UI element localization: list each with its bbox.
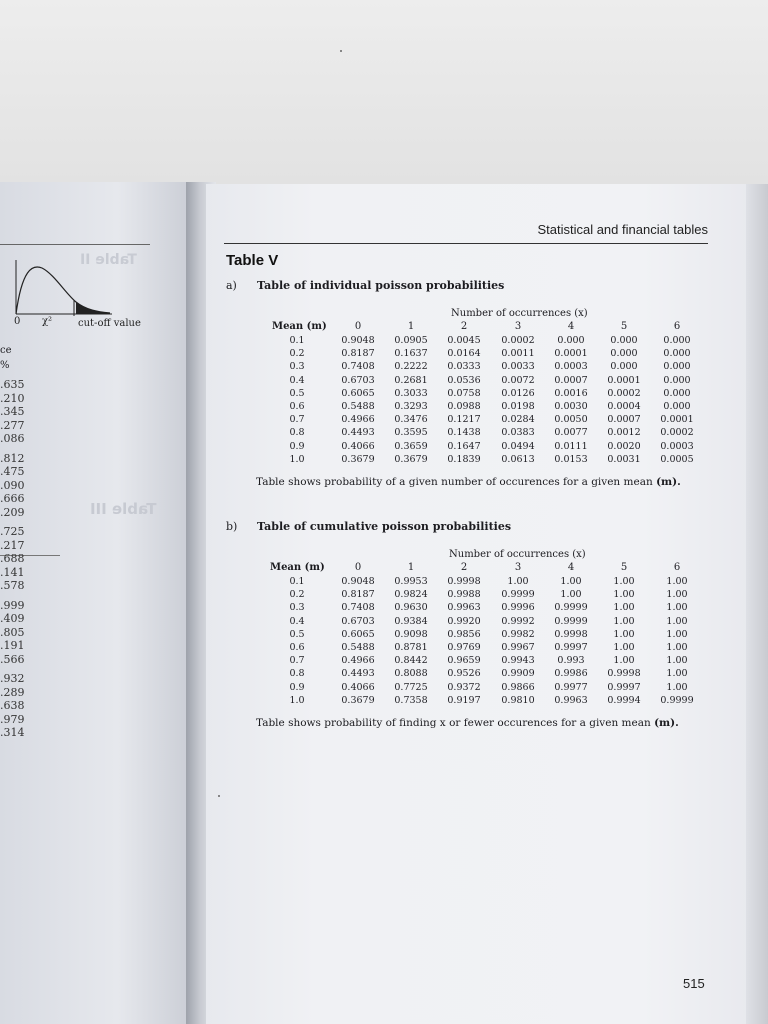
table-cell: 0.0002 [607,387,641,399]
table-cell: 0.9997 [607,681,641,693]
table-cell: 0.0045 [447,335,481,346]
table-cell: 0.9994 [607,694,641,706]
edge-number: .725 [0,525,25,538]
table-cell: 0.9999 [501,589,535,601]
header-rule [224,243,708,244]
table-cell: 0.0613 [501,453,535,465]
table-cell: 0.9769 [447,642,481,653]
table-cell: 0.9998 [607,668,641,680]
table-cell: 0.0016 [554,387,588,399]
background [0,0,768,186]
table-cell: 0.0031 [607,453,641,465]
table-cell: 0.2681 [394,374,428,386]
table-cell: 1.00 [666,615,688,627]
edge-number: .979 [0,712,25,726]
table-cell: 0.9988 [447,589,481,601]
mean-cell: 0.6 [289,642,305,653]
bleed-through-heading: Table III [90,500,157,518]
column-header: 3 [514,321,522,332]
left-page [0,182,196,1024]
section-a-mean-header: Mean (m) [272,321,327,332]
section-a-title: Table of individual poisson probabilities [257,279,505,292]
table-cell: 0.1217 [447,414,481,426]
table-cell: 0.0002 [660,427,694,439]
edge-number: .289 [0,685,25,699]
mean-cell: 1.0 [289,453,305,465]
mean-cell: 0.3 [289,361,305,373]
mean-cell: 0.8 [289,668,305,680]
edge-number: .666 [0,492,25,505]
page-number: 515 [683,976,705,991]
column-header: 0 [354,562,362,573]
table-cell: 0.9992 [501,615,535,627]
table-cell: 0.9526 [447,668,481,680]
table-cell: 0.0988 [447,401,481,412]
mean-cell: 0.4 [289,374,305,386]
table-cell: 0.9098 [394,628,428,640]
table-cell: 0.9998 [447,576,481,587]
table-cell: 0.3476 [394,414,428,426]
table-cell: 0.9982 [501,628,535,640]
table-cell: 0.0198 [501,401,535,412]
table-cell: 0.7358 [394,694,428,706]
table-cell: 0.000 [610,361,638,373]
table-cell: 0.6703 [341,374,375,386]
column-header: 4 [567,562,575,573]
table-cell: 1.00 [507,576,529,587]
edge-number: .688 [0,552,25,565]
table-cell: 0.9048 [341,335,375,346]
table-cell: 1.00 [613,642,635,653]
table-cell: 0.0012 [607,427,641,439]
column-header: 2 [460,321,468,332]
column-header: 6 [673,321,681,332]
table-cell: 0.0333 [447,361,481,373]
table-cell: 0.0905 [394,335,428,346]
table-cell: 0.9999 [554,615,588,627]
table-cell: 1.00 [666,602,688,614]
table-cell: 0.3293 [394,401,428,412]
section-b-group-header: Number of occurrences (x) [449,549,586,560]
mean-cell: 0.1 [289,335,305,346]
table-cell: 0.4493 [341,427,375,439]
column-header: 6 [673,562,681,573]
left-header-rule [0,244,150,245]
table-cell: 0.9999 [660,694,694,706]
table-cell: 0.9384 [394,615,428,627]
table-cell: 0.9998 [554,628,588,640]
table-cell: 1.00 [613,576,635,587]
table-cell: 0.0001 [660,414,694,426]
table-cell: 0.0033 [501,361,535,373]
section-a-label: a) [226,279,237,292]
section-b-mean-header: Mean (m) [270,562,325,573]
table-cell: 0.9909 [501,668,535,680]
table-cell: 0.4493 [341,668,375,680]
table-cell: 0.9943 [501,655,535,667]
mean-cell: 0.6 [289,401,305,412]
speck [340,50,342,52]
table-cell: 1.00 [560,589,582,601]
table-cell: 0.0126 [501,387,535,399]
mean-cell: 0.2 [289,589,305,601]
table-cell: 0.993 [557,655,585,667]
table-cell: 0.9856 [447,628,481,640]
table-cell: 0.0001 [554,348,588,360]
mean-cell: 0.7 [289,414,305,426]
column-header: 0 [354,321,362,332]
edge-number: .475 [0,465,25,478]
table-cell: 0.9963 [554,694,588,706]
edge-label: % [0,360,10,371]
table-cell: 0.6065 [341,387,375,399]
table-cell: 0.9953 [394,576,428,587]
table-cell: 0.0153 [554,453,588,465]
mean-cell: 0.8 [289,427,305,439]
table-cell: 0.0003 [660,440,694,452]
table-cell: 0.0007 [554,374,588,386]
table-cell: 1.00 [666,668,688,680]
caption-text: Table shows probability of a given number of occurences for a given mean [256,476,657,488]
table-cell: 0.7408 [341,361,375,373]
table-cell: 0.6703 [341,615,375,627]
table-cell: 0.5488 [341,401,375,412]
mean-cell: 0.7 [289,655,305,667]
table-cell: 0.9372 [447,681,481,693]
table-cell: 0.4966 [341,414,375,426]
table-cell: 0.7725 [394,681,428,693]
table-cell: 0.4966 [341,655,375,667]
caption-bold: (m). [654,717,679,729]
table-cell: 0.9986 [554,668,588,680]
table-cell: 1.00 [613,589,635,601]
table-cell: 0.0005 [660,453,694,465]
edge-label: ce [0,345,12,356]
table-cell: 0.3679 [394,453,428,465]
edge-number: .345 [0,405,25,418]
table-cell: 0.4066 [341,440,375,452]
edge-number: .191 [0,639,25,652]
table-cell: 0.9999 [554,602,588,614]
table-cell: 0.9824 [394,589,428,601]
column-header: 1 [407,321,415,332]
section-b-caption [256,717,679,729]
table-cell: 0.9630 [394,602,428,614]
table-cell: 0.0164 [447,348,481,360]
column-header: 1 [407,562,415,573]
edge-number: .209 [0,505,25,519]
table-cell: 0.0494 [501,440,535,452]
table-cell: 0.8781 [394,642,428,653]
table-cell: 0.3679 [341,453,375,465]
mean-cell: 0.9 [289,440,305,452]
table-cell: 0.0536 [447,374,481,386]
table-cell: 0.9920 [447,615,481,627]
table-cell: 1.00 [613,615,635,627]
mean-cell: 0.9 [289,681,305,693]
table-cell: 0.9048 [341,576,375,587]
table-cell: 1.00 [613,602,635,614]
table-cell: 0.000 [663,335,691,346]
table-cell: 0.000 [663,361,691,373]
table-cell: 1.00 [613,628,635,640]
chi-square-curve-icon [14,260,114,316]
table-cell: 1.00 [666,576,688,587]
edge-number: .409 [0,612,25,625]
table-cell: 1.00 [613,655,635,667]
column-header: 2 [460,562,468,573]
axis-zero-label: 0 [14,316,21,327]
section-a-group-header: Number of occurrences (x) [451,308,588,319]
column-header: 5 [620,321,628,332]
edge-number: .141 [0,565,25,579]
table-cell: 0.000 [663,387,691,399]
mean-cell: 0.5 [289,628,305,640]
table-cell: 1.00 [560,576,582,587]
mean-cell: 0.1 [289,576,305,587]
table-cell: 0.9996 [501,602,535,614]
table-cell: 0.0001 [607,374,641,386]
mean-cell: 1.0 [289,694,305,706]
table-cell: 0.000 [610,348,638,360]
edge-number: .812 [0,451,25,465]
table-cell: 0.9659 [447,655,481,667]
caption-bold: (m). [656,476,681,488]
table-cell: 0.0284 [501,414,535,426]
table-cell: 0.8187 [341,589,375,601]
table-cell: 0.0077 [554,427,588,439]
edge-number: .635 [0,378,25,391]
table-cell: 0.0030 [554,401,588,412]
table-cell: 0.0758 [447,387,481,399]
section-a-caption [256,476,681,488]
table-cell: 0.000 [663,401,691,412]
table-cell: 0.000 [663,348,691,360]
table-cell: 0.8442 [394,655,428,667]
table-cell: 0.0050 [554,414,588,426]
table-cell: 0.9977 [554,681,588,693]
mean-cell: 0.3 [289,602,305,614]
table-cell: 0.000 [557,335,585,346]
table-cell: 0.9810 [501,694,535,706]
section-b-title: Table of cumulative poisson probabilities [257,520,512,533]
bleed-through-heading: Table II [80,252,137,268]
table-cell: 0.3659 [394,440,428,452]
table-cell: 0.4066 [341,681,375,693]
table-cell: 0.0383 [501,427,535,439]
table-cell: 0.9967 [501,642,535,653]
table-cell: 0.0004 [607,401,641,412]
table-cell: 0.000 [663,374,691,386]
column-header: 3 [514,562,522,573]
edge-number: .638 [0,699,25,712]
mean-cell: 0.4 [289,615,305,627]
table-cell: 1.00 [666,681,688,693]
edge-number: .090 [0,478,25,492]
table-cell: 0.1647 [447,440,481,452]
edge-number: .932 [0,672,25,685]
speck [218,795,220,797]
table-cell: 0.0072 [501,374,535,386]
mean-cell: 0.5 [289,387,305,399]
edge-number: .805 [0,625,25,639]
edge-number: .999 [0,598,25,612]
edge-number: .578 [0,579,25,592]
table-cell: 0.7408 [341,602,375,614]
section-b-label: b) [226,520,238,533]
table-cell: 1.00 [666,655,688,667]
table-cell: 0.1438 [447,427,481,439]
caption-text: Table shows probability of finding x or fewer occurences for a given mean [256,717,655,729]
table-cell: 0.9866 [501,681,535,693]
table-cell: 0.1839 [447,453,481,465]
table-cell: 0.2222 [394,361,428,373]
table-cell: 0.1637 [394,348,428,360]
table-cell: 1.00 [666,628,688,640]
table-cell: 1.00 [666,642,688,653]
edge-number: .210 [0,391,25,405]
table-cell: 0.0011 [501,348,535,360]
mean-cell: 0.2 [289,348,305,360]
table-cell: 1.00 [666,589,688,601]
column-header: 4 [567,321,575,332]
table-cell: 0.3679 [341,694,375,706]
table-title: Table V [226,252,279,269]
table-cell: 0.0002 [501,335,535,346]
edge-number: .086 [0,432,25,445]
axis-chi-label: χ² [42,316,53,327]
table-cell: 0.0007 [607,414,641,426]
column-header: 5 [620,562,628,573]
table-cell: 0.000 [610,335,638,346]
table-cell: 0.8088 [394,668,428,680]
edge-number: .566 [0,652,25,666]
table-cell: 0.9197 [447,694,481,706]
running-header: Statistical and financial tables [537,222,708,237]
edge-number: .277 [0,418,25,432]
table-cell: 0.9963 [447,602,481,614]
page-edge [746,184,768,1024]
table-cell: 0.3595 [394,427,428,439]
left-edge-numbers [0,378,24,740]
table-cell: 0.5488 [341,642,375,653]
table-cell: 0.9997 [554,642,588,653]
table-cell: 0.0111 [554,440,588,452]
axis-cutoff-label: cut-off value [78,318,141,329]
edge-number: .314 [0,726,25,739]
table-cell: 0.8187 [341,348,375,360]
table-cell: 0.6065 [341,628,375,640]
edge-number: .217 [0,538,25,552]
table-cell: 0.3033 [394,387,428,399]
table-cell: 0.0003 [554,361,588,373]
table-cell: 0.0020 [607,440,641,452]
